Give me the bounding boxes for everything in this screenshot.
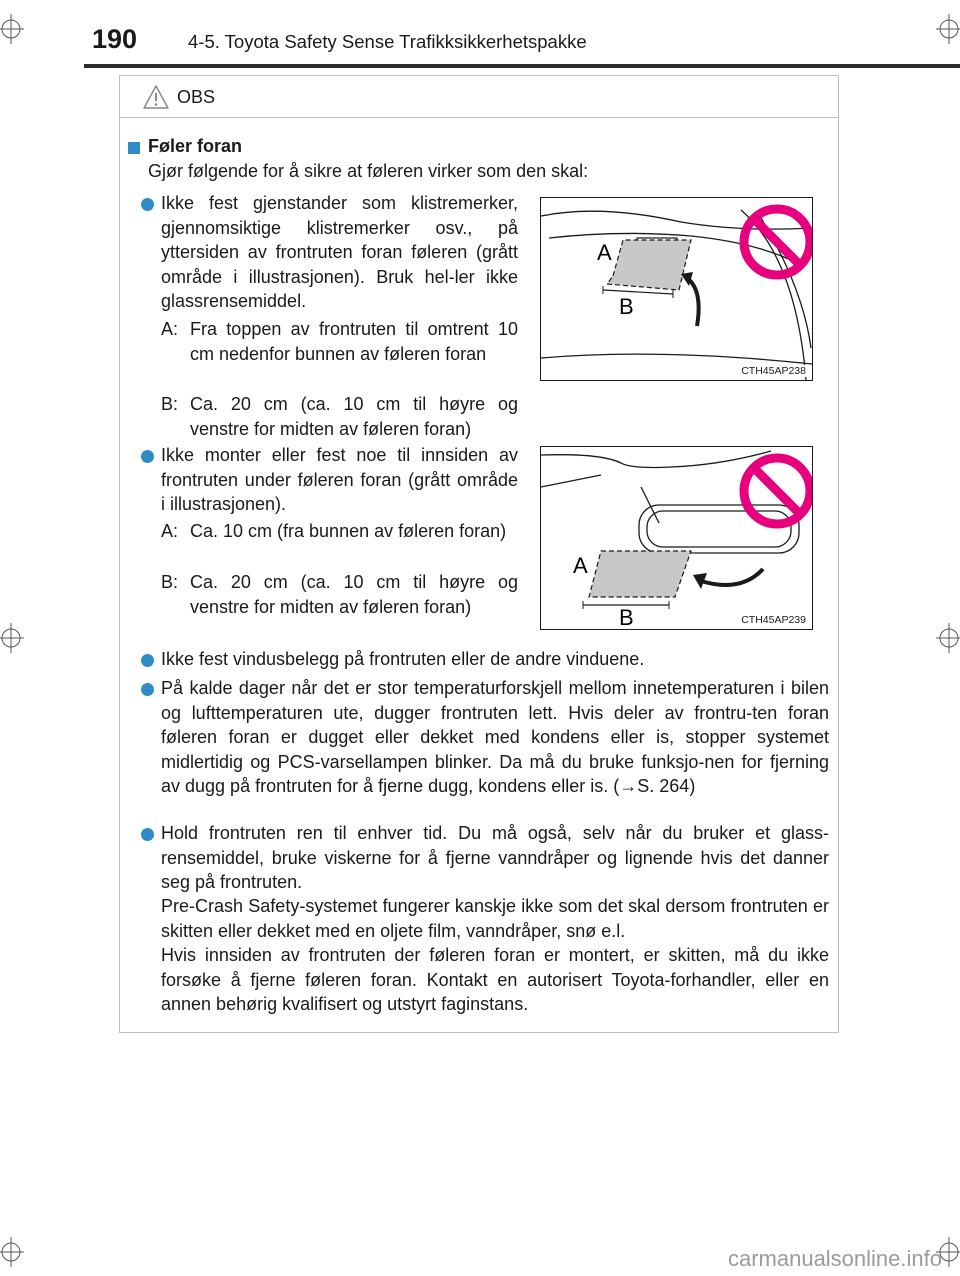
item-b-text: Ca. 20 cm (ca. 10 cm til høyre og venstre for midten av føleren foran) (190, 394, 518, 439)
item-a-text: Fra toppen av frontruten til omtrent 10 cm nedenfor bunnen av føleren foran (190, 319, 518, 364)
bullet-dot (141, 828, 154, 841)
windshield-outside-illustration (541, 198, 812, 380)
figure-1-label-b: B (619, 294, 634, 319)
bullet-dot (141, 198, 154, 211)
item-b-key: B: (161, 394, 179, 414)
bullet-1-item-a (161, 317, 518, 366)
notice-box (119, 75, 839, 1033)
figure-2-label-a: A (573, 553, 588, 578)
figure-2-label-b: B (619, 605, 634, 629)
figure-1-label-a: A (597, 240, 612, 265)
bullet-2-item-b (161, 570, 518, 619)
warning-triangle-icon (142, 84, 170, 110)
prohibition-icon (744, 458, 810, 524)
bullet-5-paragraph-2: Pre-Crash Safety-systemet fungerer kanskje ikke som det skal dersom frontruten er skitten eller dekket med en oljete film, vanndråper, snø e.l. (161, 896, 829, 941)
item-a-key: A: (161, 521, 179, 541)
section-title: 4-5. Toyota Safety Sense Trafikksikkerhetspakke (188, 31, 587, 52)
item-a-text: Ca. 10 cm (fra bunnen av føleren foran) (190, 521, 507, 541)
watermark: carmanualsonline.info (727, 1246, 942, 1271)
notice-title: OBS (177, 87, 216, 107)
figure-1-code: CTH45AP238 (741, 365, 806, 377)
page-number: 190 (92, 24, 138, 54)
bullet-2-text: Ikke monter eller fest noe til innsiden av frontruten under føleren foran (grått område i illustrasjonen). (161, 445, 518, 514)
figure-2-code: CTH45AP239 (741, 614, 806, 626)
item-b-key: B: (161, 572, 179, 592)
section-square-bullet (128, 142, 140, 154)
item-a-key: A: (161, 319, 179, 339)
figure-windshield-inside (540, 446, 813, 630)
item-b-text: Ca. 20 cm (ca. 10 cm til høyre og venstre for midten av føleren foran) (190, 572, 518, 617)
bullet-5-paragraph-1: Hold frontruten ren til enhver tid. Du må også, selv når du bruker et glass-rensemiddel, bruke viskerne for å fjerne vanndråper og lignende hvis det danner seg på frontruten. (161, 823, 829, 892)
figure-windshield-outside (540, 197, 813, 381)
bullet-3-text: Ikke fest vindusbelegg på frontruten eller de andre vinduene. (161, 649, 645, 669)
bullet-dot (141, 683, 154, 696)
section-intro: Gjør følgende for å sikre at føleren virker som den skal: (148, 161, 589, 181)
prohibition-icon (744, 209, 810, 275)
bullet-4-text: På kalde dager når det er stor temperaturforskjell mellom innetemperaturen i bilen og lufttemperaturen ute, dugger frontruten lett. Hvis deler av frontru-ten foran føleren foran er dugget eller dekket med kondens eller is, stopper systemet midlertidig og PCS-varsellampen blinker. Da må du bruke funksjo-nen for fjerning av dugg på frontruten for å fjerne dugg, kondens eller is. (→S. 264) (161, 678, 829, 796)
section-heading: Føler foran (148, 136, 243, 156)
bullet-1-text: Ikke fest gjenstander som klistremerker, gjennomsiktige klistremerker osv., på yttersiden av frontruten foran føleren (grått område i illustrasjonen). Bruk hel-ler ikke glassrensemiddel. (161, 193, 518, 311)
bullet-dot (141, 654, 154, 667)
bullet-dot (141, 450, 154, 463)
notice-header (120, 76, 838, 118)
header-rule (84, 64, 960, 68)
windshield-inside-illustration (541, 447, 812, 629)
bullet-2-item-a (161, 519, 518, 544)
bullet-5-paragraph-3: Hvis innsiden av frontruten der føleren foran er montert, er skitten, må du ikke forsøke å fjerne føleren foran. Kontakt en autorisert Toyota-forhandler, eller en annen behørig kvalifisert og utstyrt faginstans. (161, 945, 829, 1014)
bullet-1-item-b (161, 392, 518, 441)
